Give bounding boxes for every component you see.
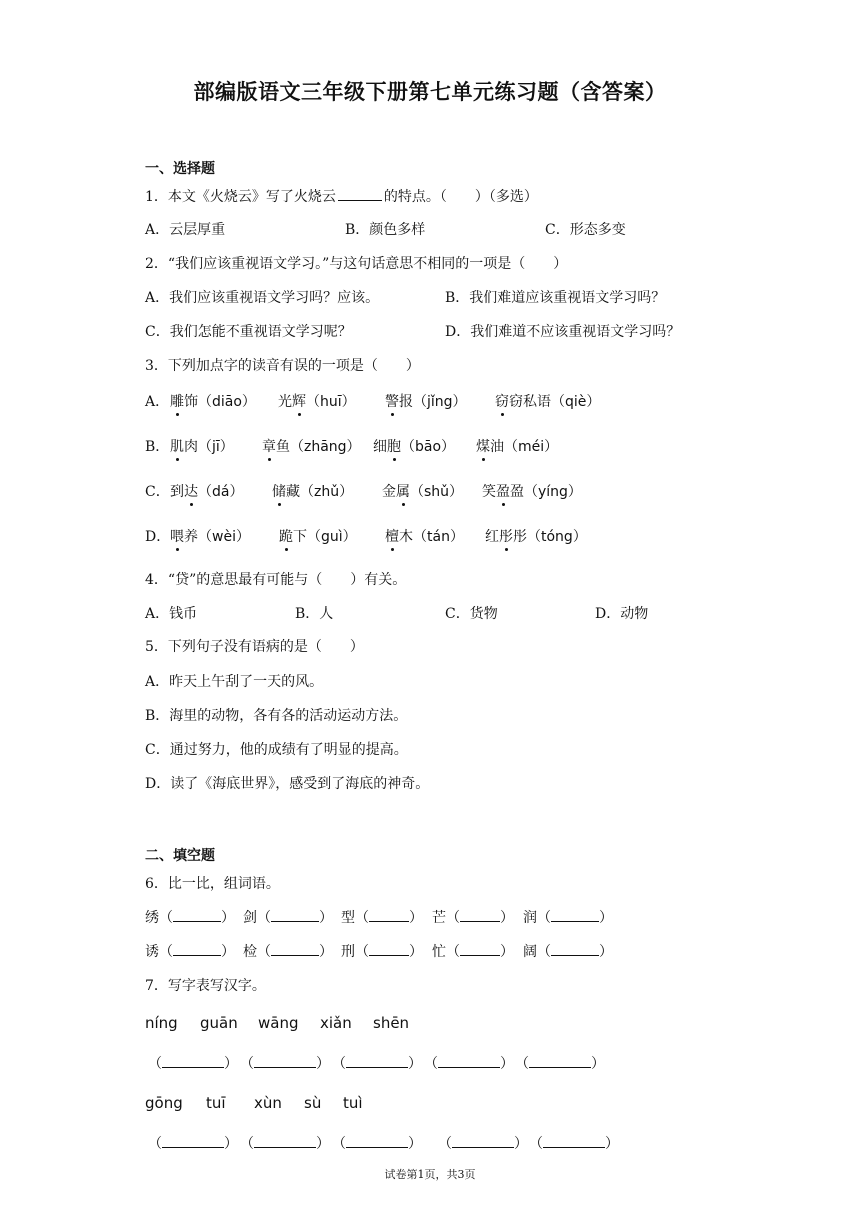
paren-close: ） [319, 910, 333, 926]
word-char: 饰 [184, 394, 198, 410]
pinyin-reading: （shǔ） [410, 484, 464, 500]
q3-word-item [272, 481, 353, 501]
q3-word-item [279, 526, 357, 546]
word-char: 养 [184, 529, 198, 545]
word-char: 金 [382, 484, 396, 500]
word-char: 彤 [513, 529, 527, 545]
dotted-char: 雕 [170, 391, 184, 411]
hanzi-answer-blank[interactable]: （ ） [529, 1136, 619, 1152]
word-char: 笑 [482, 484, 496, 500]
page-footer: 试卷第1页，共3页 [384, 1168, 476, 1181]
pinyin-reading: （dá） [198, 484, 244, 500]
pinyin-syllable: tuì [343, 1094, 363, 1112]
hanzi-answer-blank[interactable]: （ ） [515, 1056, 605, 1072]
hanzi-answer-blank[interactable]: （ ） [240, 1056, 330, 1072]
q2-option-a[interactable]: A．我们应该重视语文学习吗？应该。 [145, 290, 380, 306]
q1-option-c[interactable]: C．形态多变 [545, 222, 626, 238]
hanzi-answer-blank[interactable]: （ ） [148, 1056, 238, 1072]
q3-word-item [170, 436, 234, 456]
q3-word-item [170, 481, 243, 501]
dotted-char: 跪 [279, 526, 293, 546]
word-char: 窃私语 [509, 394, 551, 410]
pinyin-syllable: tuī [206, 1094, 226, 1112]
word-char: 报 [399, 394, 413, 410]
paren-close: ） [409, 944, 423, 960]
answer-blank[interactable] [369, 943, 409, 956]
pinyin-syllable: shēn [373, 1014, 410, 1032]
dotted-char: 檀 [385, 526, 399, 546]
q1-blank[interactable] [338, 188, 382, 201]
answer-blank[interactable] [173, 943, 221, 956]
pinyin-syllable: sù [304, 1094, 322, 1112]
compare-char: 忙 [432, 944, 446, 960]
word-char: 藏 [286, 484, 300, 500]
pinyin-reading: （guì） [307, 529, 357, 545]
q3-option-label[interactable]: C． [145, 484, 170, 500]
dotted-char: 达 [184, 481, 198, 501]
q1-stem-post: 的特点。（ ）（多选） [383, 189, 538, 205]
paren-close: ） [221, 944, 235, 960]
question-2-stem: 2．“我们应该重视语文学习。”与这句话意思不相同的一项是（ ） [145, 256, 568, 272]
paren-close: ） [599, 944, 613, 960]
question-7-stem: 7．写字表写汉字。 [145, 978, 266, 994]
pinyin-reading: （zhǔ） [300, 484, 354, 500]
question-5-stem: 5．下列句子没有语病的是（ ） [145, 639, 364, 655]
q5-option-a[interactable]: A．昨天上午刮了一天的风。 [145, 674, 324, 690]
paren-open: （ [537, 910, 551, 926]
answer-blank[interactable] [271, 909, 319, 922]
question-4-stem: 4．“贷”的意思最有可能与（ ）有关。 [145, 572, 407, 588]
answer-blank[interactable] [173, 909, 221, 922]
pinyin-reading: （tán） [413, 529, 464, 545]
compare-char: 检 [243, 944, 257, 960]
q5-option-b[interactable]: B．海里的动物，各有各的活动运动方法。 [145, 708, 408, 724]
word-char: 光 [278, 394, 292, 410]
dotted-char: 胞 [387, 436, 401, 456]
q3-word-item [482, 481, 582, 501]
word-char: 油 [490, 439, 504, 455]
word-char: 到 [170, 484, 184, 500]
q3-word-item [382, 481, 463, 501]
word-compare-item [432, 941, 514, 961]
q3-word-item [278, 391, 356, 411]
q3-option-label[interactable]: D． [145, 529, 171, 545]
pinyin-reading: （méi） [504, 439, 559, 455]
section-heading-choice: 一、选择题 [145, 161, 215, 177]
answer-blank[interactable] [551, 909, 599, 922]
q1-option-a[interactable]: A．云层厚重 [145, 222, 226, 238]
paren-close: ） [409, 910, 423, 926]
hanzi-answer-blank[interactable]: （ ） [148, 1136, 238, 1152]
section-heading-fill: 二、填空题 [145, 848, 215, 864]
q3-word-item [262, 436, 361, 456]
hanzi-answer-blank[interactable]: （ ） [424, 1056, 514, 1072]
word-char: 木 [399, 529, 413, 545]
paren-close: ） [221, 910, 235, 926]
answer-blank[interactable] [369, 909, 409, 922]
answer-blank[interactable] [551, 943, 599, 956]
pinyin-reading: （jī） [198, 439, 234, 455]
dotted-char: 储 [272, 481, 286, 501]
q3-word-item [170, 526, 250, 546]
hanzi-answer-blank[interactable]: （ ） [438, 1136, 528, 1152]
q4-option-c[interactable]: C．货物 [445, 606, 498, 622]
compare-char: 阔 [523, 944, 537, 960]
q4-option-a[interactable]: A．钱币 [145, 606, 198, 622]
word-char: 下 [293, 529, 307, 545]
word-compare-item [341, 941, 423, 961]
q1-option-b[interactable]: B．颜色多样 [345, 222, 426, 238]
pinyin-syllable: xùn [254, 1094, 282, 1112]
q3-word-item [485, 526, 587, 546]
pinyin-syllable: xiǎn [320, 1014, 352, 1032]
compare-char: 润 [523, 910, 537, 926]
word-compare-item [432, 907, 514, 927]
pinyin-syllable: guān [200, 1014, 238, 1032]
pinyin-syllable: wāng [258, 1014, 299, 1032]
question-1-stem [145, 186, 538, 206]
page-title: 部编版语文三年级下册第七单元练习题（含答案） [193, 80, 667, 104]
answer-blank[interactable] [460, 943, 500, 956]
pinyin-reading: （wèi） [198, 529, 250, 545]
paren-open: （ [159, 910, 173, 926]
dotted-char: 彤 [499, 526, 513, 546]
paren-close: ） [319, 944, 333, 960]
q5-option-c[interactable]: C．通过努力，他的成绩有了明显的提高。 [145, 742, 408, 758]
q3-word-item [476, 436, 558, 456]
dotted-char: 窃 [495, 391, 509, 411]
dotted-char: 喂 [170, 526, 184, 546]
q3-option-label[interactable]: A． [145, 394, 170, 410]
dotted-char: 肌 [170, 436, 184, 456]
answer-blank[interactable] [460, 909, 500, 922]
compare-char: 芒 [432, 910, 446, 926]
word-char: 肉 [184, 439, 198, 455]
q3-word-item [495, 391, 600, 411]
answer-blank[interactable] [271, 943, 319, 956]
compare-char: 型 [341, 910, 355, 926]
q3-option-label[interactable]: B． [145, 439, 170, 455]
q3-word-item [373, 436, 455, 456]
paren-open: （ [257, 910, 271, 926]
paren-close: ） [599, 910, 613, 926]
q4-option-b[interactable]: B．人 [295, 606, 334, 622]
paren-open: （ [159, 944, 173, 960]
pinyin-reading: （yíng） [524, 484, 582, 500]
dotted-char: 警 [385, 391, 399, 411]
word-char: 红 [485, 529, 499, 545]
word-char: 细 [373, 439, 387, 455]
pinyin-syllable: níng [145, 1014, 178, 1032]
paren-open: （ [446, 910, 460, 926]
q4-option-d[interactable]: D．动物 [595, 606, 649, 622]
pinyin-reading: （zhāng） [290, 439, 361, 455]
word-compare-item [243, 907, 333, 927]
compare-char: 绣 [145, 910, 159, 926]
compare-char: 刑 [341, 944, 355, 960]
word-compare-item [145, 941, 235, 961]
hanzi-answer-blank[interactable]: （ ） [240, 1136, 330, 1152]
word-compare-item [243, 941, 333, 961]
dotted-char: 盈 [496, 481, 510, 501]
pinyin-reading: （diāo） [198, 394, 256, 410]
question-6-stem: 6．比一比，组词语。 [145, 876, 280, 892]
pinyin-reading: （jǐng） [413, 394, 467, 410]
pinyin-reading: （bāo） [401, 439, 456, 455]
paren-open: （ [355, 910, 369, 926]
dotted-char: 辉 [292, 391, 306, 411]
compare-char: 诱 [145, 944, 159, 960]
q3-word-item [170, 391, 256, 411]
question-3-stem: 3．下列加点字的读音有误的一项是（ ） [145, 358, 420, 374]
q5-option-d[interactable]: D．读了《海底世界》，感受到了海底的神奇。 [145, 776, 430, 792]
paren-close: ） [500, 910, 514, 926]
word-compare-item [145, 907, 235, 927]
word-compare-item [523, 907, 613, 927]
word-compare-item [341, 907, 423, 927]
pinyin-reading: （tóng） [527, 529, 587, 545]
dotted-char: 章 [262, 436, 276, 456]
q2-option-b[interactable]: B．我们难道应该重视语文学习吗？ [445, 290, 666, 306]
compare-char: 剑 [243, 910, 257, 926]
paren-open: （ [537, 944, 551, 960]
pinyin-syllable: gōng [145, 1094, 183, 1112]
paren-open: （ [257, 944, 271, 960]
paren-open: （ [446, 944, 460, 960]
pinyin-reading: （huī） [306, 394, 356, 410]
pinyin-reading: （qiè） [551, 394, 601, 410]
dotted-char: 煤 [476, 436, 490, 456]
q2-option-c[interactable]: C．我们怎能不重视语文学习呢？ [145, 324, 352, 340]
hanzi-answer-blank[interactable]: （ ） [332, 1056, 422, 1072]
word-char: 盈 [510, 484, 524, 500]
dotted-char: 属 [396, 481, 410, 501]
q2-option-d[interactable]: D．我们难道不应该重视语文学习吗？ [445, 324, 681, 340]
q3-word-item [385, 391, 467, 411]
word-char: 鱼 [276, 439, 290, 455]
q1-stem-pre: 1．本文《火烧云》写了火烧云 [145, 189, 336, 205]
q3-word-item [385, 526, 464, 546]
paren-open: （ [355, 944, 369, 960]
paren-close: ） [500, 944, 514, 960]
word-compare-item [523, 941, 613, 961]
hanzi-answer-blank[interactable]: （ ） [332, 1136, 422, 1152]
